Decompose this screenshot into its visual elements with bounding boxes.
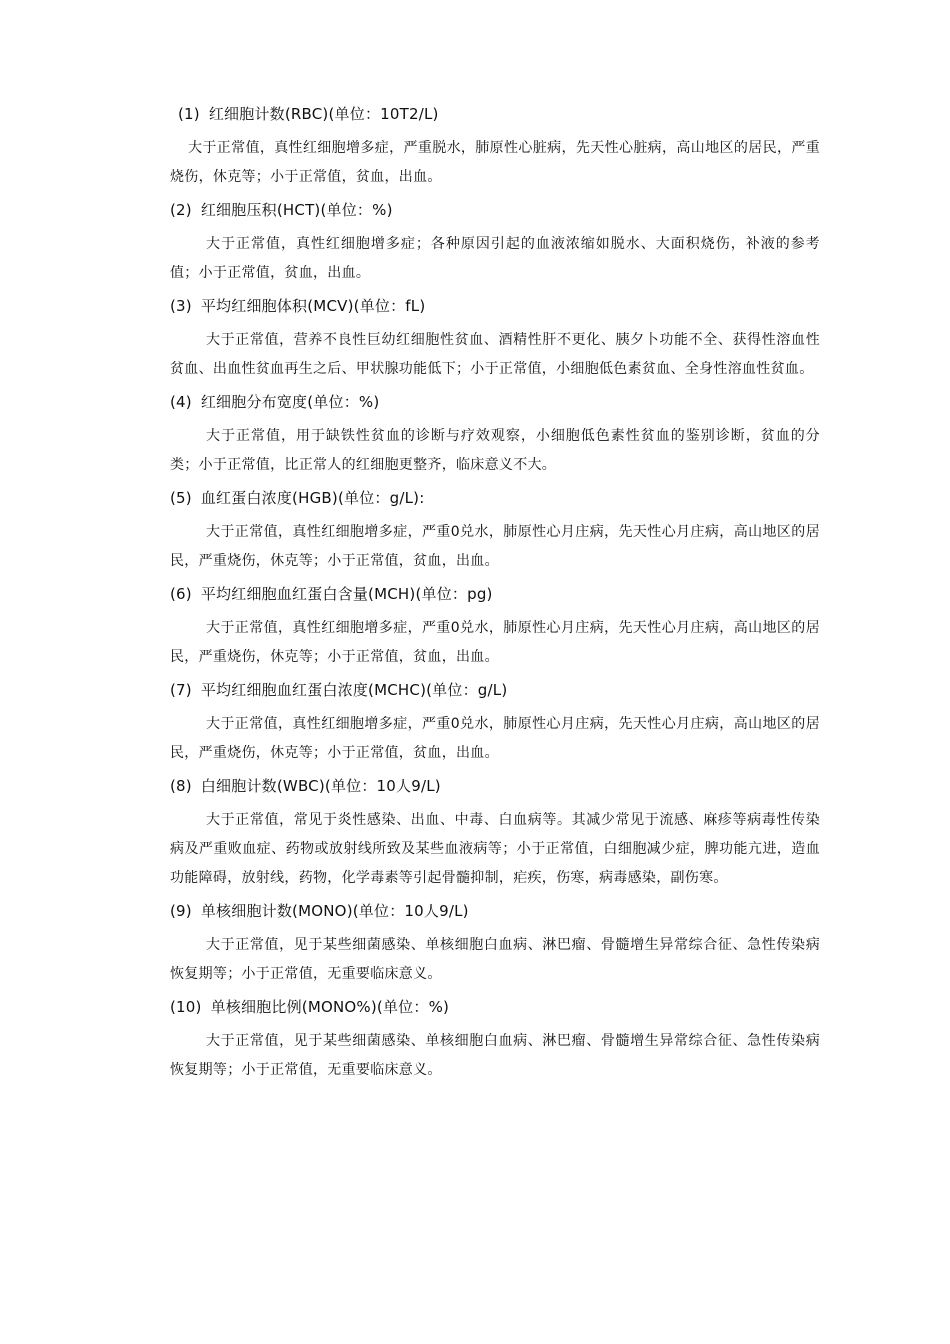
document-content: [170, 103, 820, 1092]
section-mch: [170, 583, 820, 672]
section-heading: [170, 103, 820, 125]
section-rbc: [170, 103, 820, 192]
section-heading: [170, 487, 820, 509]
section-text: 大于正常值，真性红细胞增多症；各种原因引起的血液浓缩如脱水、大面积烧伤，补液的参考值；小于正常值，贫血，出血。: [170, 236, 820, 281]
section-title: 平均红细胞血红蛋白含量(MCH)(单位：pg): [200, 585, 493, 603]
section-number: (9): [170, 902, 192, 920]
section-number: (3): [170, 297, 192, 315]
section-number: (5): [170, 489, 192, 507]
section-mono-percent: [170, 996, 820, 1085]
section-hct: [170, 199, 820, 288]
section-text: 大于正常值，见于某些细菌感染、单核细胞白血病、淋巴瘤、骨髓增生异常综合征、急性传染病恢复期等；小于正常值，无重要临床意义。: [170, 937, 820, 982]
section-text: 大于正常值，真性红细胞增多症，严重0兑水，肺原性心月庄病，先天性心月庄病，高山地区的居民，严重烧伤，休克等；小于正常值，贫血，出血。: [170, 620, 820, 665]
section-number: (6): [170, 585, 192, 603]
section-heading: [170, 996, 820, 1018]
section-text: 大于正常值，用于缺铁性贫血的诊断与疗效观察，小细胞低色素性贫血的鉴别诊断，贫血的分类；小于正常值，比正常人的红细胞更整齐，临床意义不大。: [170, 428, 820, 473]
section-number: (10): [170, 998, 202, 1016]
section-heading: [170, 583, 820, 605]
section-title: 平均红细胞体积(MCV)(单位：fL): [200, 297, 426, 315]
section-text: 大于正常值，真性红细胞增多症，严重脱水，肺原性心脏病，先天性心脏病，高山地区的居民，严重烧伤，休克等；小于正常值，贫血，出血。: [170, 140, 820, 185]
section-mono: [170, 900, 820, 989]
section-title: 红细胞分布宽度(单位：%): [200, 393, 380, 411]
section-text: 大于正常值，常见于炎性感染、出血、中毒、白血病等。其减少常见于流感、麻疹等病毒性传染病及严重败血症、药物或放射线所致及某些血液病等；小于正常值，白细胞减少症，脾功能亢进，造血功能障碍，放射线，药物，化学毒素等引起骨髓抑制，疟疾，伤寒，病毒感染，副伤寒。: [170, 812, 820, 886]
section-title: 红细胞压积(HCT)(单位：%): [200, 201, 393, 219]
section-number: (7): [170, 681, 192, 699]
section-heading: [170, 679, 820, 701]
section-heading: [170, 391, 820, 413]
section-heading: [170, 295, 820, 317]
section-number: (2): [170, 201, 192, 219]
section-text: 大于正常值，见于某些细菌感染、单核细胞白血病、淋巴瘤、骨髓增生异常综合征、急性传染病恢复期等；小于正常值，无重要临床意义。: [170, 1033, 820, 1078]
section-title: 血红蛋白浓度(HGB)(单位：g/L):: [200, 489, 425, 507]
section-title: 单核细胞比例(MONO%)(单位：%): [210, 998, 450, 1016]
section-number: (1): [178, 105, 200, 123]
section-number: (8): [170, 777, 192, 795]
section-rdw: [170, 391, 820, 480]
section-text: 大于正常值，营养不良性巨幼红细胞性贫血、酒精性肝不更化、胰夕卜功能不全、获得性溶血性贫血、出血性贫血再生之后、甲状腺功能低下；小于正常值，小细胞低色素贫血、全身性溶血性贫血。: [170, 332, 820, 377]
section-text: 大于正常值，真性红细胞增多症，严重0兑水，肺原性心月庄病，先天性心月庄病，高山地区的居民，严重烧伤，休克等；小于正常值，贫血，出血。: [170, 524, 820, 569]
section-hgb: [170, 487, 820, 576]
section-title: 平均红细胞血红蛋白浓度(MCHC)(单位：g/L): [200, 681, 508, 699]
section-title: 单核细胞计数(MONO)(单位：10人9/L): [200, 902, 469, 920]
section-heading: [170, 775, 820, 797]
section-mcv: [170, 295, 820, 384]
section-heading: [170, 900, 820, 922]
section-wbc: [170, 775, 820, 893]
section-heading: [170, 199, 820, 221]
section-number: (4): [170, 393, 192, 411]
section-title: 红细胞计数(RBC)(单位：10T2/L): [208, 105, 439, 123]
section-mchc: [170, 679, 820, 768]
section-title: 白细胞计数(WBC)(单位：10人9/L): [200, 777, 441, 795]
section-text: 大于正常值，真性红细胞增多症，严重0兑水，肺原性心月庄病，先天性心月庄病，高山地区的居民，严重烧伤，休克等；小于正常值，贫血，出血。: [170, 716, 820, 761]
